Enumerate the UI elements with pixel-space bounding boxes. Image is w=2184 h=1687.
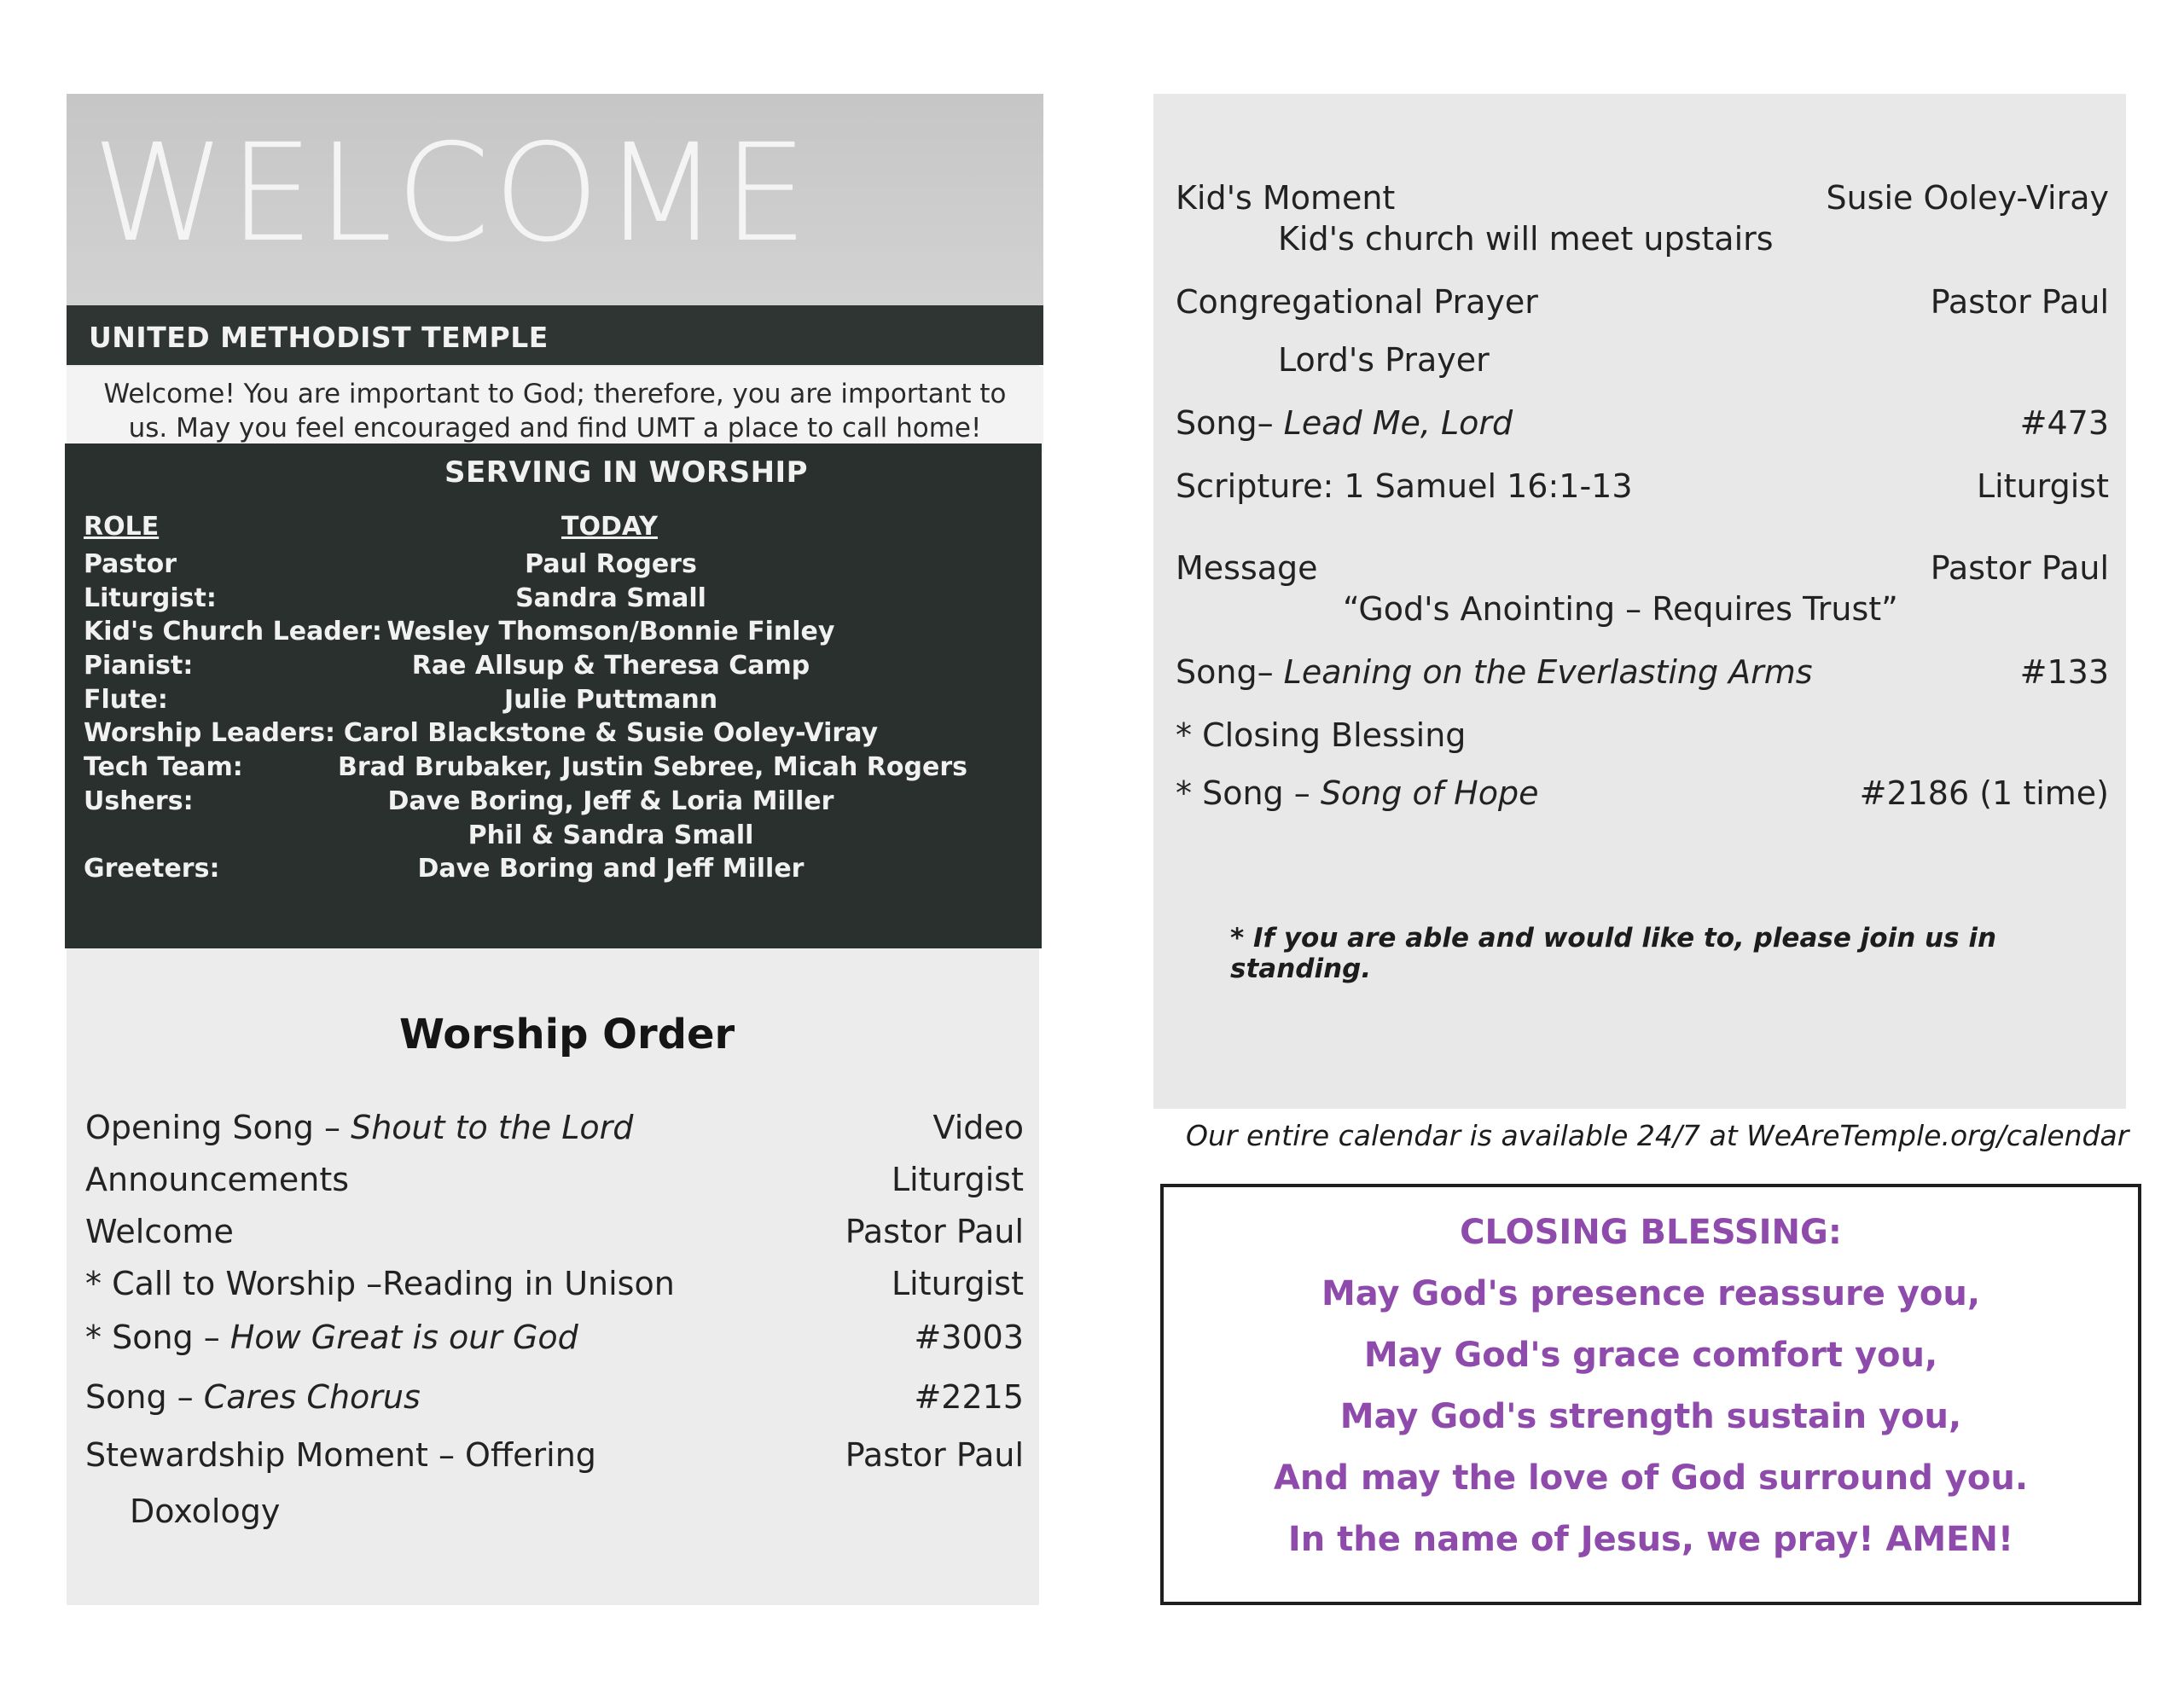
role-cell: Worship Leaders: xyxy=(84,718,336,749)
service-item-leader: Pastor Paul xyxy=(1930,283,2109,321)
order-item xyxy=(85,1378,1024,1416)
order-item xyxy=(85,1319,1024,1356)
service-item xyxy=(1176,653,2109,691)
welcome-message-line-2: us. May you feel encouraged and find UMT a place to call home! xyxy=(128,413,982,443)
order-item-leader: Liturgist xyxy=(891,1265,1024,1302)
blessing-line: In the name of Jesus, we pray! AMEN! xyxy=(1287,1520,2014,1559)
order-item-label: Stewardship Moment – Offering xyxy=(85,1436,596,1474)
order-item-label: Doxology xyxy=(130,1493,281,1530)
blessing-title: CLOSING BLESSING: xyxy=(1460,1213,1842,1252)
service-item-title: Leaning on the Everlasting Arms xyxy=(1283,653,1813,691)
name-cell: Phil & Sandra Small xyxy=(468,820,754,850)
service-item-leader: Liturgist xyxy=(1976,467,2109,505)
service-item xyxy=(1176,179,2109,217)
role-cell: Ushers: xyxy=(84,786,194,816)
order-item-label: Song – xyxy=(85,1378,204,1416)
role-cell: Kid's Church Leader: xyxy=(84,617,382,647)
name-cell: Dave Boring and Jeff Miller xyxy=(417,854,804,884)
blessing-line: May God's presence reassure you, xyxy=(1321,1274,1981,1313)
service-item-label: Kid's Moment xyxy=(1176,179,1396,217)
order-item xyxy=(85,1109,1024,1146)
order-item-label: * Song – xyxy=(85,1319,230,1356)
welcome-title: WELCOME xyxy=(92,115,811,272)
order-item-leader: #2215 xyxy=(914,1378,1024,1416)
service-item-title: Song of Hope xyxy=(1320,774,1539,812)
welcome-message xyxy=(67,367,1043,452)
service-item-label: * Song – xyxy=(1176,774,1321,812)
church-name: UNITED METHODIST TEMPLE xyxy=(89,321,549,354)
role-cell: Pianist: xyxy=(84,651,194,681)
order-item-title: How Great is our God xyxy=(229,1319,578,1356)
name-cell: Julie Puttmann xyxy=(503,684,718,715)
name-cell: Paul Rogers xyxy=(525,549,697,579)
service-item xyxy=(1176,404,2109,442)
today-column xyxy=(338,548,967,886)
service-item-note: Lord's Prayer xyxy=(1278,341,1490,379)
name-cell: Wesley Thomson/Bonnie Finley xyxy=(386,617,835,647)
order-item xyxy=(85,1265,1024,1302)
blessing-line: And may the love of God surround you. xyxy=(1273,1458,2029,1498)
role-cell: Tech Team: xyxy=(84,752,243,783)
church-name-bar xyxy=(67,305,1043,365)
order-item-title: Cares Chorus xyxy=(203,1378,421,1416)
service-item-label: Song– xyxy=(1176,404,1284,442)
service-item xyxy=(1176,774,2109,812)
message-title: “God's Anointing – Requires Trust” xyxy=(1343,590,1898,628)
name-cell: Brad Brubaker, Justin Sebree, Micah Rogers xyxy=(338,752,967,783)
welcome-banner xyxy=(67,94,1043,305)
order-item xyxy=(85,1161,1024,1198)
blessing-line: May God's strength sustain you, xyxy=(1339,1397,1962,1436)
blessing-line: May God's grace comfort you, xyxy=(1363,1336,1938,1375)
role-column-header: ROLE xyxy=(84,512,160,542)
order-item-leader: Video xyxy=(932,1109,1024,1146)
service-item-label: Congregational Prayer xyxy=(1176,283,1538,321)
serving-title: SERVING IN WORSHIP xyxy=(444,455,809,490)
service-item-leader: #133 xyxy=(2019,653,2109,691)
service-item-leader: Pastor Paul xyxy=(1930,549,2109,587)
role-cell: Liturgist: xyxy=(84,583,217,613)
service-item xyxy=(1176,549,2109,587)
name-cell: Sandra Small xyxy=(515,583,706,613)
order-item xyxy=(85,1493,1024,1530)
service-item xyxy=(1176,283,2109,321)
order-item-title: Shout to the Lord xyxy=(351,1109,634,1146)
service-item-label: Song– xyxy=(1176,653,1284,691)
service-item-label: Scripture: 1 Samuel 16:1-13 xyxy=(1176,467,1633,505)
order-item-leader: Liturgist xyxy=(891,1161,1024,1198)
service-item-label: Message xyxy=(1176,549,1318,587)
name-cell: Carol Blackstone & Susie Ooley-Viray xyxy=(343,718,879,749)
order-item-label: Announcements xyxy=(85,1161,350,1198)
worship-order-title: Worship Order xyxy=(399,1011,735,1058)
order-item-label: Welcome xyxy=(85,1213,234,1250)
right-page xyxy=(1153,94,2126,1109)
name-cell: Dave Boring, Jeff & Loria Miller xyxy=(387,786,834,816)
today-column-header: TODAY xyxy=(561,512,658,542)
order-item-leader: #3003 xyxy=(914,1319,1024,1356)
welcome-message-line-1: Welcome! You are important to God; therefore, you are important to xyxy=(103,379,1007,409)
order-item-leader: Pastor Paul xyxy=(845,1213,1024,1250)
service-item xyxy=(1176,716,2109,754)
name-cell: Rae Allsup & Theresa Camp xyxy=(411,651,810,681)
role-cell: Flute: xyxy=(84,684,168,715)
serving-in-worship-panel xyxy=(65,443,1042,948)
standing-note: * If you are able and would like to, please join us in standing. xyxy=(1230,923,1997,984)
service-item-title: Lead Me, Lord xyxy=(1283,404,1513,442)
role-cell: Greeters: xyxy=(84,854,220,884)
calendar-note: Our entire calendar is available 24/7 at WeAreTemple.org/calendar xyxy=(1186,1119,2129,1152)
order-item-label: Opening Song – xyxy=(85,1109,351,1146)
service-item-leader: Susie Ooley-Viray xyxy=(1826,179,2109,217)
service-item-leader: #473 xyxy=(2019,404,2109,442)
service-item-note: Kid's church will meet upstairs xyxy=(1278,220,1774,258)
service-item-label: * Closing Blessing xyxy=(1176,716,1467,754)
order-item xyxy=(85,1213,1024,1250)
role-cell: Pastor xyxy=(84,549,177,579)
order-item-leader: Pastor Paul xyxy=(845,1436,1024,1474)
order-item-label: * Call to Worship –Reading in Unison xyxy=(85,1265,675,1302)
left-page xyxy=(67,94,1039,1605)
order-item xyxy=(85,1436,1024,1474)
closing-blessing-box xyxy=(1160,1184,2141,1605)
service-item xyxy=(1176,467,2109,505)
service-item-leader: #2186 (1 time) xyxy=(1859,774,2109,812)
